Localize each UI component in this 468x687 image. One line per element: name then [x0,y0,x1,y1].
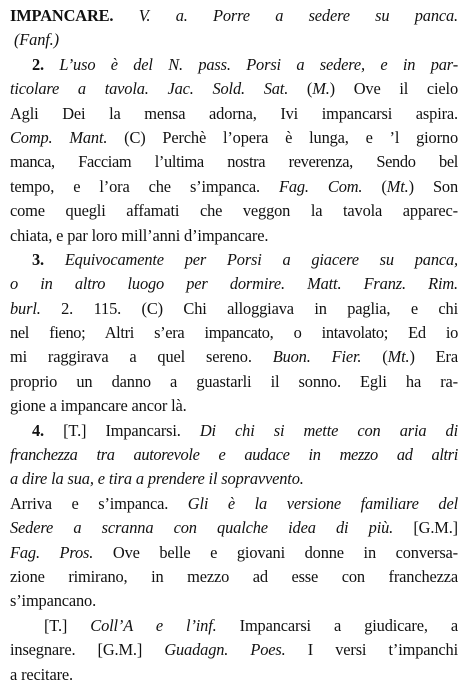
entry-line [10,541,458,565]
italic-text: Guadagn. Poes. [164,640,286,660]
roman-text: tempo, e l’ora che s’impanca. [10,176,279,196]
roman-text: manca, Facciam l’ultima nostra reverenza, Sendo bel [10,152,458,172]
roman-text: Ove belle e giovani donne in conversa- [93,542,458,562]
italic-text: Fag. Pros. [10,542,94,562]
roman-text: proprio un danno a guastarli il sonno. Egli ha ra- [10,371,458,391]
roman-text: ) Ove il cielo [329,79,458,99]
roman-text: ) Son [408,176,459,196]
roman-text: insegnare. [G.M.] [10,640,165,660]
section-number: 3. [32,249,44,269]
entry-line [10,175,458,199]
roman-text: Impancarsi a giudicare, a [216,615,458,635]
italic-text: burl. [10,298,41,318]
entry-line [10,467,458,491]
roman-text: Agli Dei la mensa adorna, Ivi impancarsi aspira. [10,103,458,123]
entry-line [10,28,458,52]
roman-text: gione a impancare ancor là. [10,396,187,416]
italic-text: L’uso è del N. pass. Porsi a sedere, e in par- [59,54,458,74]
italic-text: a dire la sua, e tira a prendere il sopravvento. [10,469,304,489]
italic-text: (Fanf.) [14,30,59,50]
roman-text [113,6,138,25]
italic-text: Comp. Mant. [10,127,108,147]
italic-text: Di chi si mette con aria di [199,420,458,440]
roman-text [44,250,65,269]
entry-line [10,248,458,272]
roman-text: I versi t’impanchi [285,640,458,660]
entry-line [10,516,458,540]
italic-text: Buon. Fier. [272,347,362,367]
roman-text: [G.M.] [393,518,458,538]
entry-line [10,443,458,467]
roman-text: zione rimirano, in mezzo ad esse con franchezza [10,566,458,586]
roman-text: come quegli affamati che veggon la tavola apparec- [10,201,458,221]
italic-text: franchezza tra autorevole e audace in mezzo ad altri [10,445,458,465]
italic-text: Coll’A e l’inf. [90,615,217,635]
entry-line [10,663,458,687]
roman-text: s’impancano. [10,591,97,611]
roman-text: Arriva e s’impanca. [10,493,188,513]
italic-text: con qualche idea di più. [173,518,394,538]
roman-text: 2. 115. (C) Chi alloggiava in paglia, e chi [40,298,458,318]
entry-line [10,394,458,418]
entry-line [10,638,458,662]
italic-text: o in altro luogo per dormire. Matt. Franz. Rim. [10,274,458,294]
dictionary-entry-impancare [10,4,458,687]
entry-line [10,272,458,296]
italic-text: M. [312,79,330,99]
entry-line [10,345,458,369]
italic-text: V. a. Porre a sedere su panca. [138,6,458,25]
italic-text: Sedere a scranna [10,518,174,538]
section-number: 2. [32,54,44,74]
entry-line [10,150,458,174]
entry-line [10,224,458,248]
entry-line [10,199,458,223]
roman-text: ) Era [409,347,458,367]
entry-line [10,321,458,345]
entry-line [10,4,458,28]
entry-line [10,565,458,589]
entry-line [10,370,458,394]
roman-text: [T.] Impancarsi. [44,420,200,440]
roman-text: ( [362,176,387,196]
section-number: 4. [32,420,44,440]
roman-text [44,55,59,74]
roman-text: nel fieno; Altri s’era impancato, o intavolato; Ed io [10,323,458,343]
roman-text: mi raggirava a quel sereno. [10,347,273,367]
italic-text: Mt. [387,347,410,367]
italic-text: Equivocamente per Porsi a giacere su panca, [64,249,458,269]
roman-text: a recitare. [10,664,73,684]
entry-line [10,126,458,150]
entry-line [10,614,458,638]
entry-line [10,297,458,321]
entry-line [10,53,458,77]
entry-line [10,492,458,516]
italic-text: Gli è la versione familiare del [187,493,458,513]
roman-text: (C) Perchè l’opera è lunga, e ’l giorno [107,127,458,147]
roman-text: ( [361,347,388,367]
headword: IMPANCARE. [10,6,114,25]
italic-text: Mt. [386,176,409,196]
entry-line [10,419,458,443]
entry-line [10,77,458,101]
roman-text: ( [288,79,313,99]
italic-text: ticolare a tavola. Jac. Sold. Sat. [10,79,289,99]
roman-text: chiata, e par loro mill’anni d’impancare. [10,225,269,245]
italic-text: Fag. Com. [278,176,363,196]
entry-line [10,589,458,613]
roman-text: [T.] [44,615,91,635]
entry-line [10,102,458,126]
